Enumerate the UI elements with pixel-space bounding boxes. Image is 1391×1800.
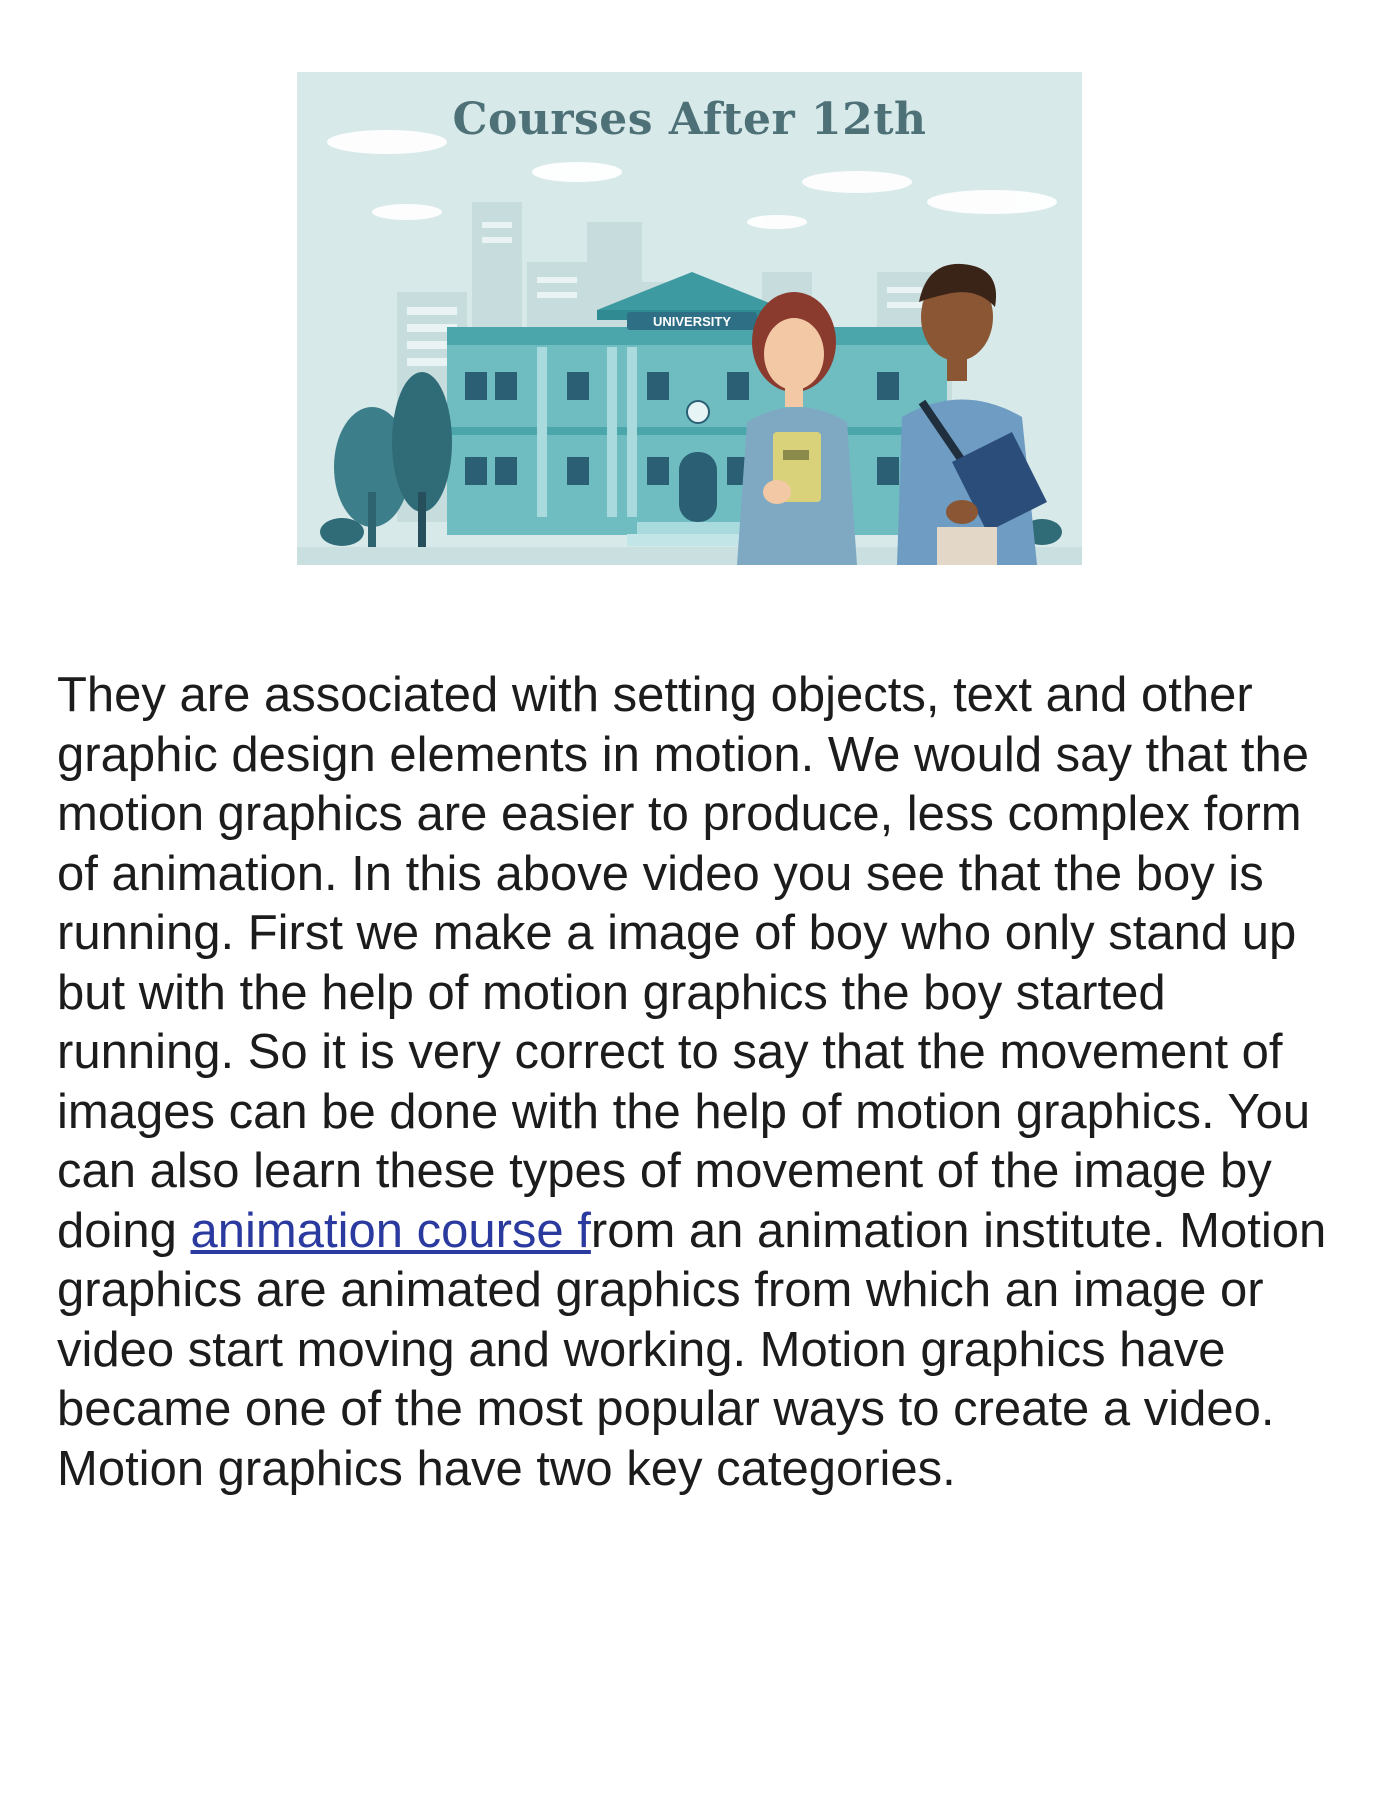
animation-course-link[interactable]: animation course f: [190, 1203, 591, 1258]
hero-illustration: [297, 72, 1082, 565]
article-paragraph: [57, 666, 1347, 1499]
university-illustration: [297, 72, 1082, 565]
article-text-after-link: rom an animation institute. Motion graphics are animated graphics from which an image or video start moving and working. Motion graphics have became one of the most popular ways to create a video. Motion graphics have two key categories.: [57, 1203, 1327, 1496]
building-sign: UNIVERSITY: [652, 314, 732, 329]
article-text-before-link: They are associated with setting objects, text and other graphic design elements in motion. We would say that the motion graphics are easier to produce, less complex form of animation. In this above video you see that the boy is running. First we make a image of boy who only stand up but with the help of motion graphics the boy started running. So it is very correct to say that the movement of images can be done with the help of motion graphics. You can also learn these types of movement of the image by doing: [57, 668, 1311, 1258]
hero-title: Courses After 12th: [452, 94, 927, 145]
